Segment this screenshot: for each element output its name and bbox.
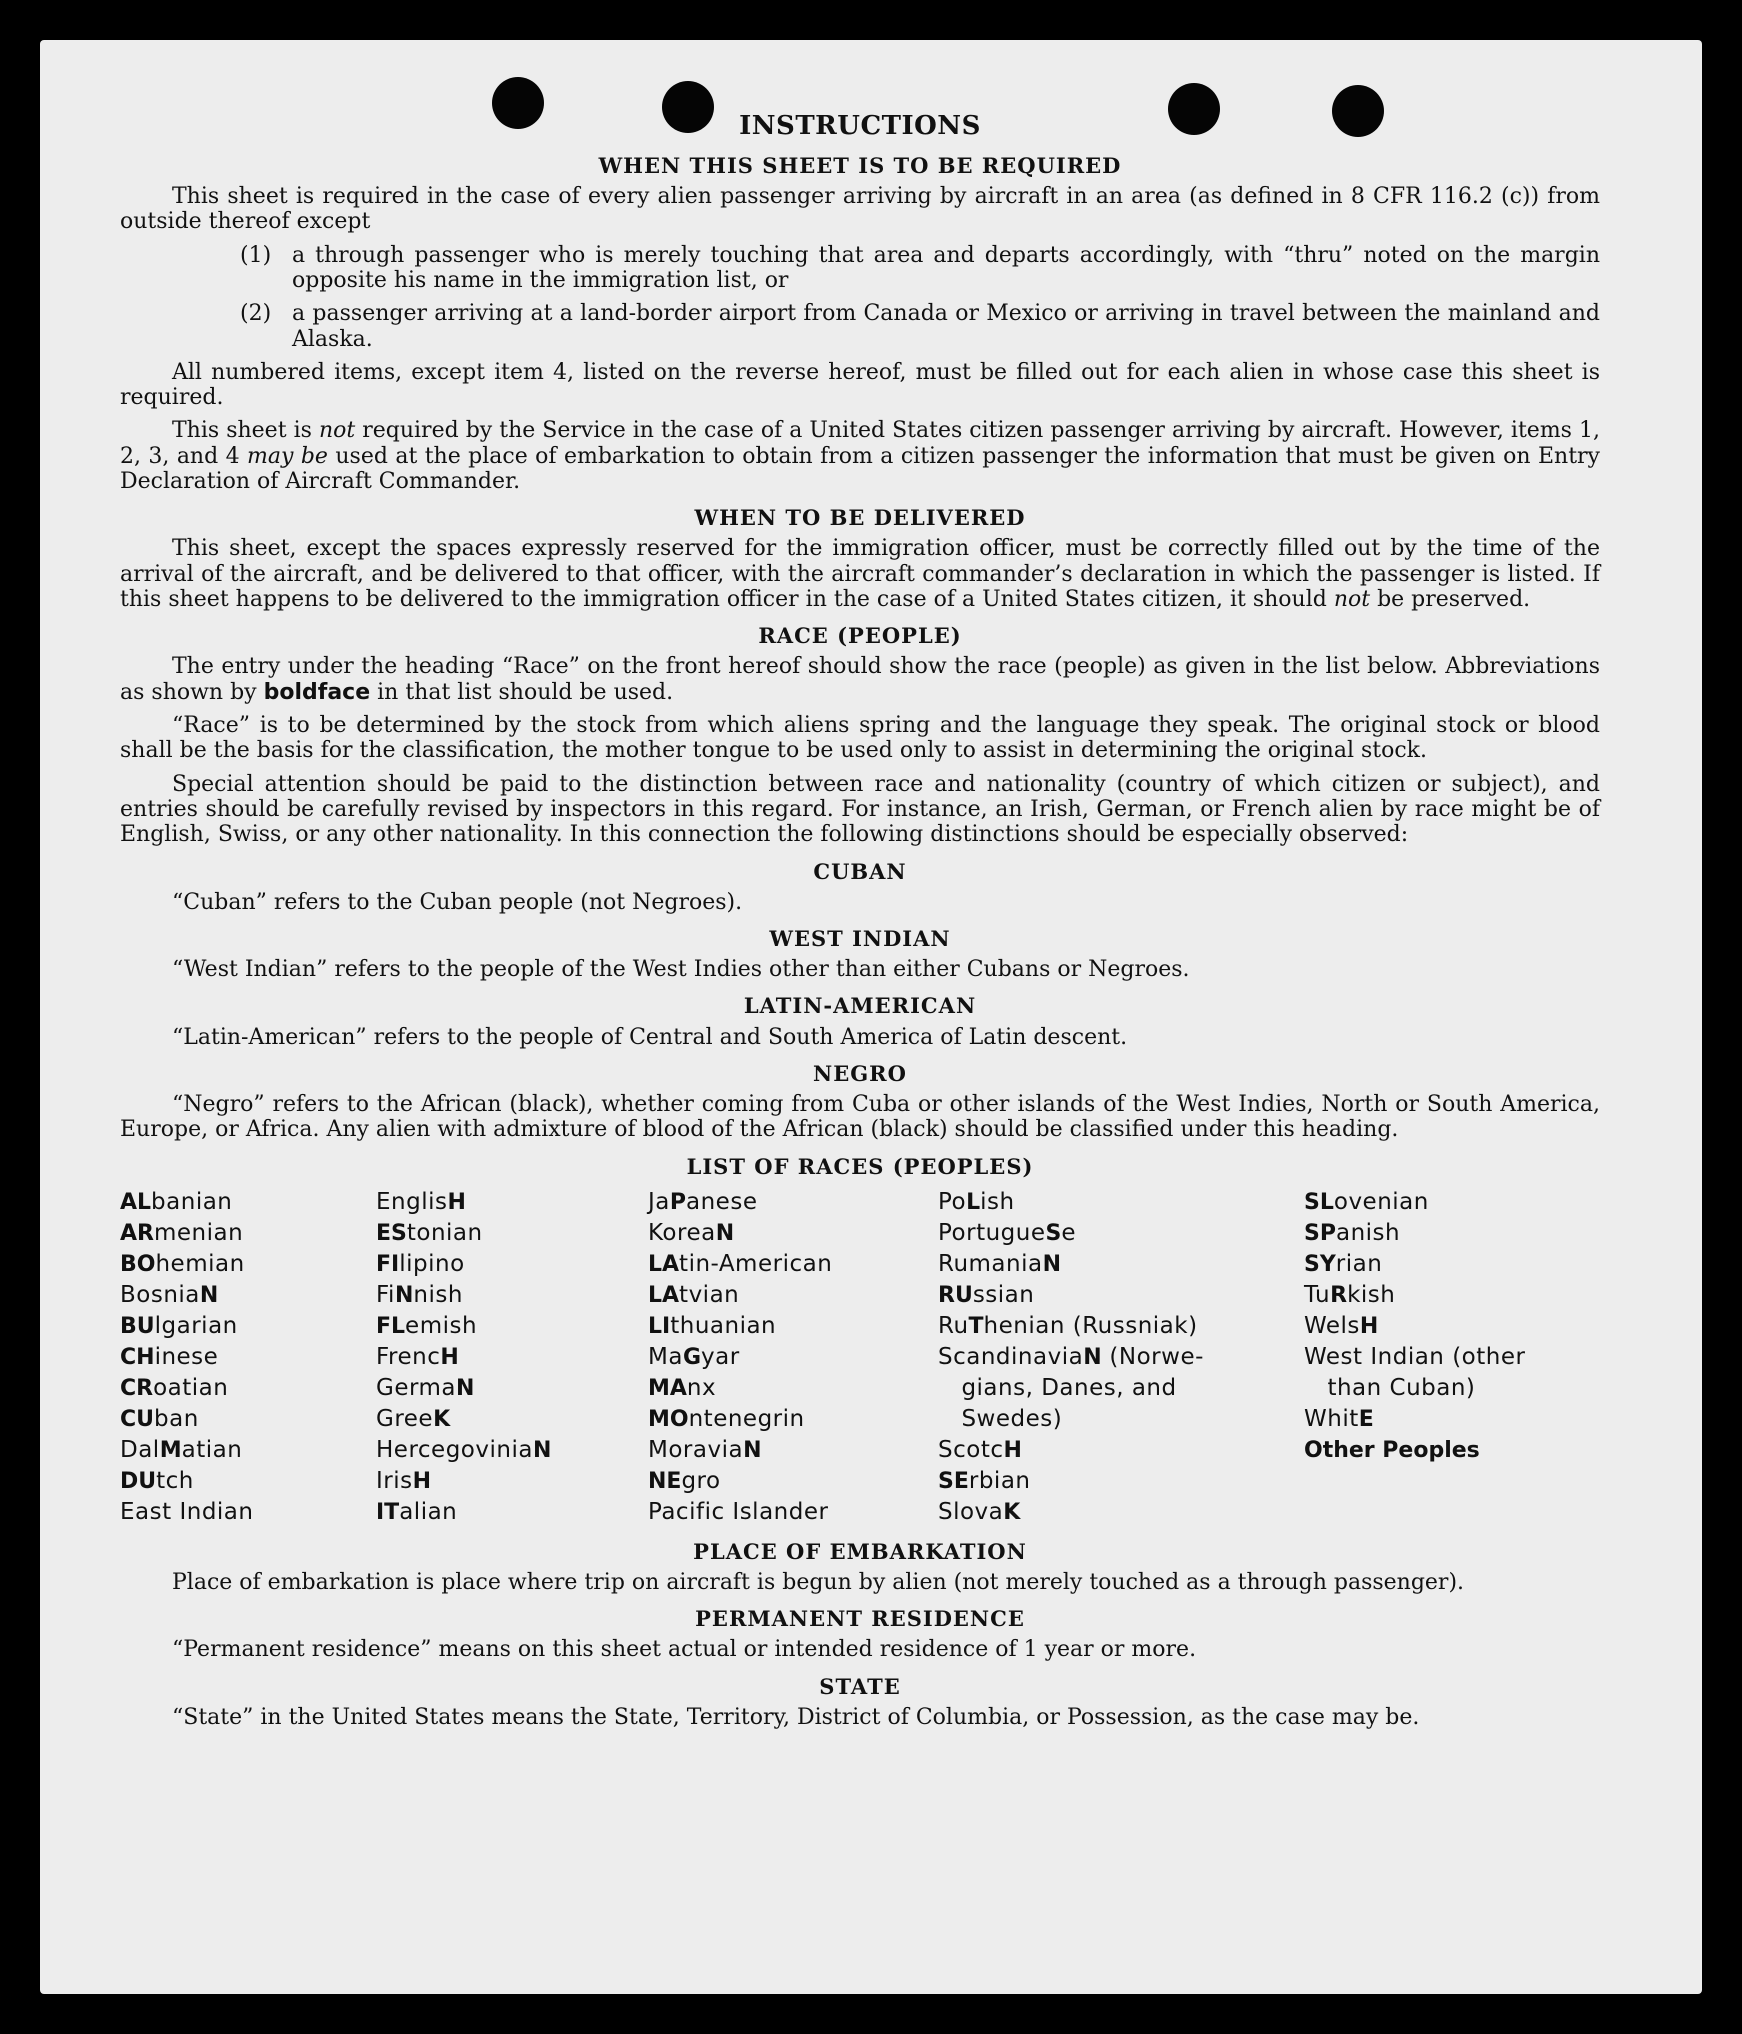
race-entry: [938, 1342, 1304, 1373]
race-entry: [376, 1435, 648, 1466]
race-entry: [120, 1342, 376, 1373]
race-text: anish: [1335, 1219, 1401, 1246]
race-entry: [120, 1280, 376, 1311]
instructions-content: [120, 100, 1600, 1738]
race-entry: [376, 1280, 648, 1311]
race-text: hemian: [155, 1250, 245, 1277]
race-abbrev: BO: [120, 1251, 156, 1277]
race-abbrev: FI: [376, 1251, 400, 1277]
race-text: Tu: [1304, 1281, 1331, 1308]
race-abbrev: IT: [376, 1499, 400, 1525]
race-text: gro: [681, 1467, 721, 1494]
race-abbrev: LI: [648, 1313, 671, 1339]
race-column: [1304, 1187, 1600, 1528]
section-heading-permanent-residence: PERMANENT RESIDENCE: [695, 1606, 1025, 1632]
race-entry: [648, 1373, 938, 1404]
race-abbrev: CR: [120, 1375, 154, 1401]
race-column: [938, 1187, 1304, 1528]
race-entry: [938, 1435, 1304, 1466]
race-text: Moravia: [648, 1436, 744, 1463]
race-entry: [376, 1373, 648, 1404]
paragraph: “Permanent residence” means on this sheet actual or intended residence of 1 year or more.: [172, 1637, 1197, 1663]
race-text: lipino: [399, 1250, 465, 1277]
race-entry: [120, 1187, 376, 1218]
race-text: West Indian (other: [1304, 1343, 1526, 1370]
race-entry: [938, 1280, 1304, 1311]
race-text: (Norwe-: [1101, 1343, 1204, 1370]
race-abbrev: N: [394, 1282, 414, 1308]
race-abbrev: N: [1083, 1344, 1102, 1370]
race-abbrev: E: [1358, 1406, 1374, 1432]
race-entry: [938, 1187, 1304, 1218]
paragraph: “Cuban” refers to the Cuban people (not Negroes).: [172, 889, 743, 915]
race-abbrev: H: [1359, 1313, 1379, 1339]
item-text: a passenger arriving at a land-border airport from Canada or Mexico or arriving in travel between the mainland and Alaska.: [292, 301, 1600, 352]
section-heading-west-indian: WEST INDIAN: [769, 925, 951, 951]
race-abbrev: MO: [648, 1406, 689, 1432]
race-text: Swedes): [938, 1405, 1063, 1432]
race-text: Ma: [648, 1343, 683, 1370]
race-abbrev: RU: [938, 1282, 973, 1308]
race-entry: [648, 1280, 938, 1311]
race-text: oatian: [153, 1374, 229, 1401]
race-text: Hercegovinia: [376, 1436, 533, 1463]
section-heading-when-required: WHEN THIS SHEET IS TO BE REQUIRED: [598, 152, 1122, 178]
race-abbrev: K: [1003, 1499, 1021, 1525]
race-abbrev: H: [412, 1468, 432, 1494]
race-abbrev: SL: [1304, 1189, 1334, 1215]
paragraph: All numbered items, except item 4, listed on the reverse hereof, must be filled out for each alien in whose case this sheet is required.: [120, 359, 1600, 411]
race-text: Korea: [648, 1219, 716, 1246]
race-entry: [376, 1404, 648, 1435]
race-text: inese: [154, 1343, 219, 1370]
race-abbrev: SY: [1304, 1251, 1336, 1277]
race-text: emish: [405, 1312, 478, 1339]
race-abbrev: P: [669, 1189, 687, 1215]
paragraph: “Race” is to be determined by the stock from which aliens spring and the language they speak. The original stock or blood shall be the basis for the classification, the mother tongue to be used only to assist in determining the original stock.: [120, 713, 1600, 764]
section-heading-cuban: CUBAN: [813, 858, 907, 884]
paragraph: This sheet, except the spaces expressly reserved for the immigration officer, must be correctly filled out by the time of the arrival of the aircraft, and be delivered to that officer, with the aircraft commander’s declaration in which the passenger is listed. If this sheet happens to be delivered to the immigration officer in the case of a United States citizen, it should not be preserved.: [120, 536, 1600, 613]
race-abbrev: Other Peoples: [1304, 1437, 1480, 1463]
race-text: kish: [1347, 1281, 1396, 1308]
race-text: anese: [686, 1188, 758, 1215]
section-heading-negro: NEGRO: [813, 1060, 907, 1086]
race-entry: [1304, 1249, 1600, 1280]
race-entry: [120, 1404, 376, 1435]
paragraph: “West Indian” refers to the people of the West Indies other than either Cubans or Negroes.: [172, 957, 1190, 983]
race-entry: [1304, 1373, 1600, 1404]
race-entry: [938, 1497, 1304, 1528]
race-text: Scandinavia: [938, 1343, 1084, 1370]
race-text: Scotc: [938, 1436, 1004, 1463]
race-text: than Cuban): [1304, 1374, 1476, 1401]
race-entry: [120, 1435, 376, 1466]
race-text: alian: [399, 1498, 458, 1525]
race-text: Rumania: [938, 1250, 1043, 1277]
race-entry: [938, 1311, 1304, 1342]
race-abbrev: N: [532, 1437, 552, 1463]
race-text: Po: [938, 1188, 967, 1215]
race-abbrev: LA: [648, 1282, 680, 1308]
race-entry: [1304, 1280, 1600, 1311]
race-entry: [648, 1311, 938, 1342]
item-text: a through passenger who is merely touching that area and departs accordingly, with “thru” noted on the margin opposite his name in the immigration list, or: [292, 242, 1600, 293]
race-text: tvian: [679, 1281, 740, 1308]
item-number: (1): [240, 242, 272, 268]
section-heading-list-of-races: LIST OF RACES (PEOPLES): [686, 1153, 1034, 1179]
section-heading-embarkation: PLACE OF EMBARKATION: [693, 1538, 1027, 1564]
race-text: Ru: [938, 1312, 969, 1339]
race-abbrev: N: [743, 1437, 762, 1463]
race-entry: [1304, 1342, 1600, 1373]
race-text: East: [120, 1498, 180, 1525]
race-text: Pacific Islander: [648, 1498, 829, 1525]
paragraph: This sheet is required in the case of every alien passenger arriving by aircraft in an area (as defined in 8 CFR 116.2 (c)) from outside thereof except: [120, 184, 1600, 235]
race-entry: [120, 1311, 376, 1342]
section-heading-state: STATE: [819, 1673, 901, 1699]
race-text: Dal: [120, 1436, 160, 1463]
page-title: INSTRUCTIONS: [739, 111, 981, 141]
race-entry: [376, 1187, 648, 1218]
race-text: Germa: [376, 1374, 457, 1401]
race-abbrev: N: [199, 1282, 219, 1308]
race-text: rbian: [968, 1467, 1031, 1494]
race-text: ssian: [972, 1281, 1035, 1308]
race-abbrev: L: [966, 1189, 981, 1215]
race-text: Fi: [376, 1281, 395, 1308]
race-abbrev: MA: [648, 1375, 687, 1401]
race-text: ban: [154, 1405, 199, 1432]
race-text: tch: [156, 1467, 194, 1494]
race-abbrev: H: [447, 1189, 466, 1215]
race-entry: [376, 1311, 648, 1342]
section-heading-race: RACE (PEOPLE): [758, 623, 962, 649]
race-entry: [120, 1373, 376, 1404]
race-text: e: [1061, 1219, 1077, 1246]
race-entry: [648, 1187, 938, 1218]
race-text: lgarian: [154, 1312, 238, 1339]
race-entry: [1304, 1311, 1600, 1342]
race-abbrev: S: [1045, 1220, 1062, 1246]
race-text: Slova: [938, 1498, 1004, 1525]
race-list: [120, 1187, 1600, 1528]
race-abbrev: LA: [648, 1251, 680, 1277]
race-abbrev: SP: [1304, 1220, 1336, 1246]
race-abbrev: AL: [120, 1189, 152, 1215]
race-abbrev: AR: [120, 1220, 154, 1246]
race-entry: [376, 1466, 648, 1497]
race-entry: [648, 1218, 938, 1249]
race-entry: [648, 1404, 938, 1435]
race-column: [648, 1187, 938, 1528]
race-entry: [120, 1249, 376, 1280]
paragraph: “Negro” refers to the African (black), whether coming from Cuba or other islands of the West Indies, North or South America, Europe, or Africa. Any alien with admixture of blood of the African (black) should be classified under this heading.: [120, 1092, 1600, 1143]
numbered-item: [120, 301, 1600, 352]
paragraph: This sheet is not required by the Service in the case of a United States citizen passenger arriving by aircraft. However, items 1, 2, 3, and 4 may be used at the place of embarkation to obtain from a citizen passenger the information that must be given on Entry Declaration of Aircraft Commander.: [120, 418, 1600, 494]
race-text: gians, Danes, and: [938, 1374, 1177, 1401]
race-abbrev: T: [968, 1313, 984, 1339]
paragraph: “Latin-American” refers to the people of Central and South America of Latin descent.: [172, 1024, 1128, 1050]
race-text: Indian: [179, 1498, 254, 1525]
paragraph: The entry under the heading “Race” on the front hereof should show the race (people) as given in the list below. Abbreviations as shown by boldface in that list should be used.: [120, 654, 1600, 705]
race-text: banian: [151, 1188, 233, 1215]
item-number: (2): [240, 301, 272, 327]
section-heading-when-delivered: WHEN TO BE DELIVERED: [694, 505, 1026, 531]
race-text: atian: [181, 1436, 243, 1463]
race-abbrev: DU: [120, 1468, 157, 1494]
race-text: Whit: [1304, 1405, 1359, 1432]
race-column: [120, 1187, 376, 1528]
race-column: [376, 1187, 648, 1528]
race-entry: [648, 1342, 938, 1373]
race-entry: [938, 1218, 1304, 1249]
race-abbrev: FL: [376, 1313, 406, 1339]
race-abbrev: CH: [120, 1344, 155, 1370]
race-text: yar: [701, 1343, 740, 1370]
race-entry: [1304, 1404, 1600, 1435]
race-text: Englis: [376, 1188, 448, 1215]
numbered-item: [120, 243, 1600, 294]
race-entry: [938, 1404, 1304, 1435]
race-entry: [648, 1466, 938, 1497]
race-entry: [120, 1218, 376, 1249]
race-abbrev: BU: [120, 1313, 155, 1339]
race-text: thuanian: [670, 1312, 777, 1339]
race-abbrev: M: [159, 1437, 182, 1463]
race-entry: [648, 1249, 938, 1280]
race-text: Iris: [376, 1467, 413, 1494]
race-text: ovenian: [1333, 1188, 1429, 1215]
race-entry: [376, 1249, 648, 1280]
race-abbrev: H: [440, 1344, 459, 1370]
race-text: Portugue: [938, 1219, 1046, 1246]
race-entry: [120, 1497, 376, 1528]
race-text: tin-American: [679, 1250, 833, 1277]
paragraph: Special attention should be paid to the distinction between race and nationality (country of which citizen or subject), and entries should be carefully revised by inspectors in this regard. For instance, an Irish, German, or French alien by race might be of English, Swiss, or any other nationality. In this connection the following distinctions should be especially observed:: [120, 771, 1600, 848]
race-entry: [648, 1497, 938, 1528]
race-entry: [376, 1497, 648, 1528]
race-text: Frenc: [376, 1343, 441, 1370]
race-text: henian (Russniak): [983, 1312, 1198, 1339]
race-abbrev: R: [1330, 1282, 1348, 1308]
race-abbrev: ES: [376, 1220, 407, 1246]
race-text: rian: [1335, 1250, 1383, 1277]
race-entry: [648, 1435, 938, 1466]
race-abbrev: G: [682, 1344, 702, 1370]
race-abbrev: NE: [648, 1468, 682, 1494]
race-text: tonian: [406, 1219, 483, 1246]
race-text: Bosnia: [120, 1281, 200, 1308]
race-entry: [120, 1466, 376, 1497]
paragraph: Place of embarkation is place where trip on aircraft is begun by alien (not merely touched as a through passenger).: [172, 1569, 1465, 1595]
section-heading-latin-american: LATIN-AMERICAN: [743, 993, 977, 1019]
race-entry: [1304, 1435, 1600, 1466]
race-abbrev: N: [715, 1220, 735, 1246]
race-entry: [938, 1466, 1304, 1497]
race-entry: [938, 1249, 1304, 1280]
race-text: nish: [413, 1281, 463, 1308]
race-text: Gree: [376, 1405, 434, 1432]
race-entry: [938, 1373, 1304, 1404]
race-text: menian: [153, 1219, 244, 1246]
race-abbrev: SE: [938, 1468, 969, 1494]
race-text: nx: [686, 1374, 717, 1401]
race-text: ntenegrin: [688, 1405, 805, 1432]
race-text: Wels: [1304, 1312, 1360, 1339]
race-entry: [1304, 1218, 1600, 1249]
paragraph: “State” in the United States means the State, Territory, District of Columbia, or Possession, as the case may be.: [172, 1704, 1420, 1730]
race-abbrev: K: [433, 1406, 451, 1432]
race-abbrev: N: [1042, 1251, 1062, 1277]
race-text: ish: [980, 1188, 1015, 1215]
race-text: Ja: [648, 1188, 670, 1215]
race-abbrev: CU: [120, 1406, 155, 1432]
race-entry: [376, 1218, 648, 1249]
race-entry: [1304, 1187, 1600, 1218]
race-entry: [376, 1342, 648, 1373]
race-abbrev: N: [456, 1375, 475, 1401]
race-abbrev: H: [1003, 1437, 1022, 1463]
